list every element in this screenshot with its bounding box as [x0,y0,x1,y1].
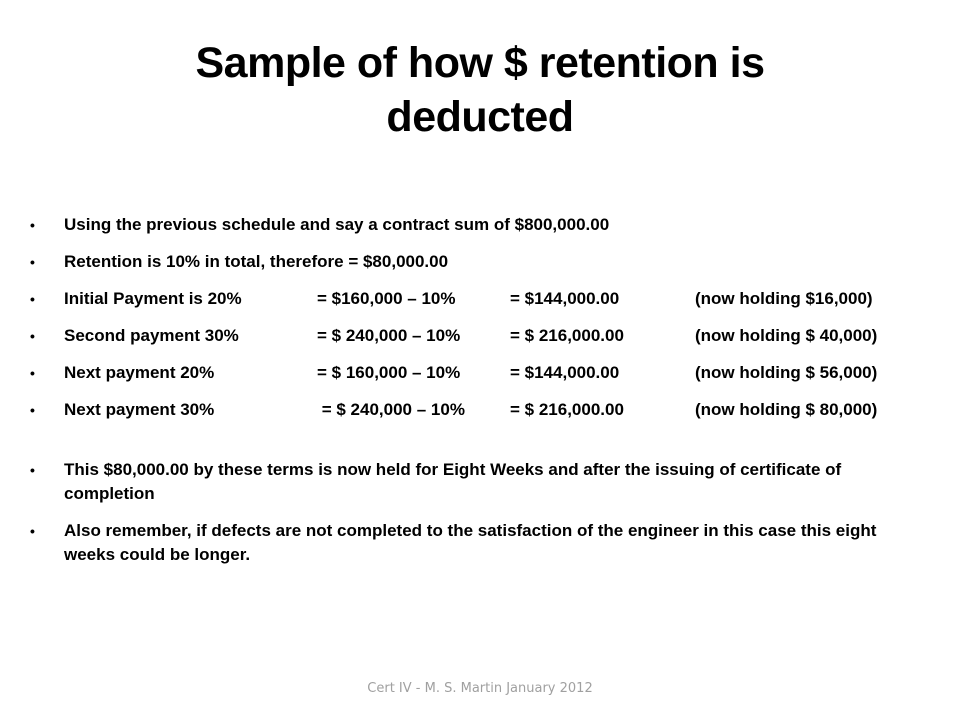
payment-stage: Next payment 30% [64,400,215,419]
bullet-marker: • [30,328,35,344]
slide-title-line-2: deducted [386,93,574,141]
bullet-contract-sum [30,214,930,236]
bullet-marker: • [30,291,35,307]
payment-net: = $ 216,000.00 [510,400,624,419]
payment-calc: = $160,000 – 10% [317,289,456,308]
payment-stage: Next payment 20% [64,363,215,382]
payment-stage: Initial Payment is 20% [64,289,242,308]
bullet-retention-total [30,251,930,273]
payment-holding: (now holding $ 56,000) [695,363,878,382]
bullet-text: Also remember, if defects are not completed to the satisfaction of the engineer in this case this eight weeks could be longer. [64,521,877,564]
bullet-defects-note [30,519,930,567]
payment-net: = $144,000.00 [510,289,620,308]
payment-holding: (now holding $ 80,000) [695,400,878,419]
bullet-held-note [30,458,930,506]
bullet-marker: • [30,402,35,418]
payment-holding: (now holding $16,000) [695,289,873,308]
payment-calc: = $ 240,000 – 10% [317,326,461,345]
spacer [30,436,930,458]
slide-footer: Cert IV - M. S. Martin January 2012 [367,681,593,696]
bullet-text: Retention is 10% in total, therefore = $80,000.00 [64,252,449,271]
slide-title-line-1: Sample of how $ retention is [195,39,765,87]
payment-net: = $144,000.00 [510,363,620,382]
bullet-marker: • [30,365,35,381]
payment-row [30,399,930,421]
bullet-marker: • [30,523,35,539]
bullet-marker: • [30,254,35,270]
payment-net: = $ 216,000.00 [510,326,624,345]
bullet-text: Using the previous schedule and say a contract sum of $800,000.00 [64,215,610,234]
slide-title [40,36,920,144]
bullet-list [30,214,930,580]
payment-stage: Second payment 30% [64,326,239,345]
bullet-marker: • [30,462,35,478]
bullet-text: This $80,000.00 by these terms is now held for Eight Weeks and after the issuing of certificate of completion [64,460,842,503]
payment-row [30,288,930,310]
payment-calc: = $ 160,000 – 10% [317,363,461,382]
payment-holding: (now holding $ 40,000) [695,326,878,345]
payment-calc: = $ 240,000 – 10% [317,400,465,419]
bullet-marker: • [30,217,35,233]
payment-row [30,325,930,347]
payment-row [30,362,930,384]
